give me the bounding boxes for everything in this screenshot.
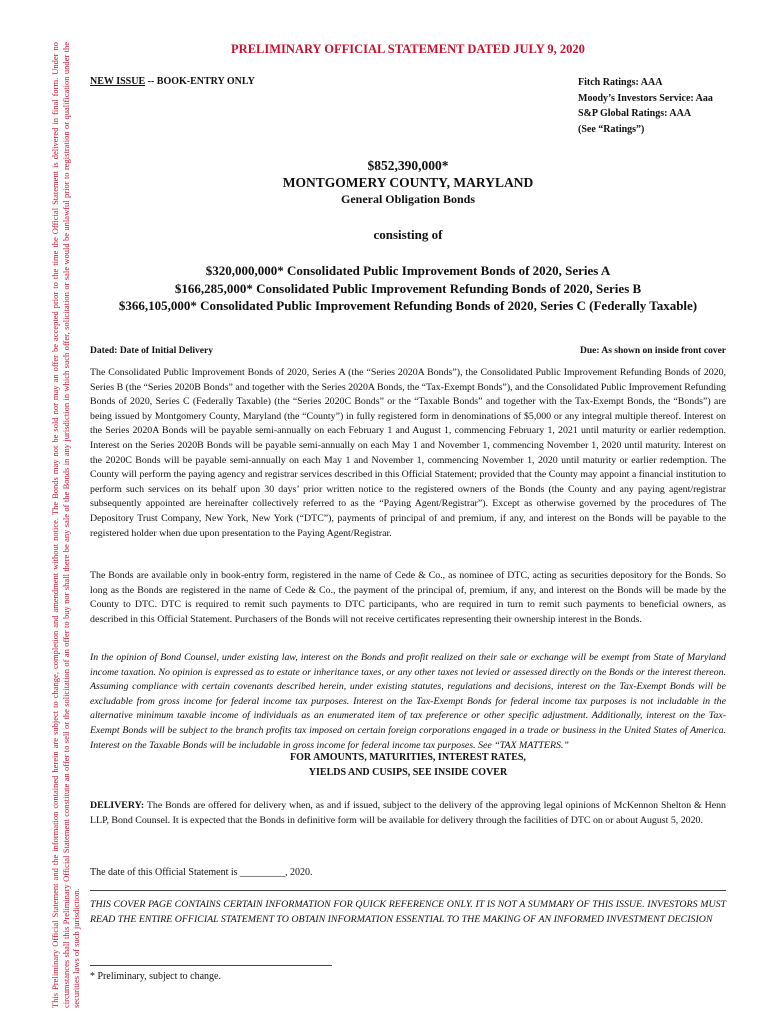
due-line: Due: As shown on inside front cover [579,346,726,356]
bond-type: General Obligation Bonds [340,192,476,206]
amounts-heading-line-2: YIELDS AND CUSIPS, SEE INSIDE COVER [308,767,508,778]
dated-line: Dated: Date of Initial Delivery [90,346,213,356]
delivery-paragraph [90,799,726,828]
cover-page [90,0,726,1024]
rating-reference: (See “Ratings”) [578,123,645,135]
delivery-text: The Bonds are offered for delivery when, as and if issued, subject to the delivery of the approving legal opinions of McKennon Shelton & Henn LLP, Bond Counsel. It is expected that the Bonds in definitive form will be available for delivery through the facilities of DTC on or about August 5, 2020. [90,800,726,826]
inside-cover-reference [90,750,726,780]
preliminary-disclaimer-sidebar [50,42,81,1008]
total-amount: $852,390,000* [367,158,449,173]
rating-moodys: Moody’s Investors Service: Aaa [578,92,713,104]
footnote-rule [90,965,332,966]
rating-sp: S&P Global Ratings: AAA [578,108,692,119]
series-b: $166,285,000* Consolidated Public Improvement Refunding Bonds of 2020, Series B [174,280,642,296]
footnote: * Preliminary, subject to change. [90,971,221,982]
statement-date-line: The date of this Official Statement is _________, 2020. [90,867,313,878]
sidebar-notice-text: This Preliminary Official Statement and the information contained herein are subject to change, completion and amendment without notice. The Bonds may not be sold nor may an offer be accepted prior to the time the Official Statement is delivered in final form. Under no circumstances shall this Preliminary Official Statement constitute an offer to sell or the solicitation of an offer to buy nor shall there be any sale of the Bonds in any jurisdiction in which such offer, solicitation or sale would be unlawful prior to registration or qualification under the securities laws of such jurisdiction. [50,42,81,1008]
new-issue-label: NEW ISSUE [90,76,146,87]
title-block [90,158,726,208]
book-entry-paragraph: The Bonds are available only in book-entry form, registered in the name of Cede & Co., as nominee of DTC, acting as securities depository for the Bonds. So long as the Bonds are registered in the name of Cede & Co., the payment of the principal of, premium, if any, and interest on the Bonds will be made by the County to DTC. DTC is required to remit such payments to DTC participants, who are required in turn to remit such payments to beneficial owners, as described in this Official Statement. Purchasers of the Bonds will not receive certificates representing their ownership interest in the Bonds. [90,570,726,625]
rating-fitch: Fitch Ratings: AAA [578,77,663,88]
series-list [90,262,726,315]
divider-rule [90,890,726,891]
issue-type [90,75,255,90]
consisting-of: consisting of [373,227,443,242]
tax-opinion-paragraph: In the opinion of Bond Counsel, under existing law, interest on the Bonds and profit realized on their sale or exchange will be exempt from State of Maryland income taxation. No opinion is expressed as to estate or inheritance taxes, or any other taxes not levied or assessed directly on the Bonds or the interest thereon. Assuming compliance with certain covenants described herein, under existing statutes, regulations and decisions, interest on the Tax-Exempt Bonds will be excludable from gross income for federal income tax purposes. Interest on the Tax-Exempt Bonds for federal income tax purposes is not includable in the alternative minimum taxable income of individuals as an enumerated item of tax preference or other specific adjustment. Additionally, interest on the Tax-Exempt Bonds will be subject to the branch profits tax imposed on certain foreign corporations engaged in a trade or business in the United States of America. Interest on the Taxable Bonds will be includable in gross income for federal income tax purposes. See “TAX MATTERS.” [90,652,726,751]
series-a: $320,000,000* Consolidated Public Improvement Bonds of 2020, Series A [205,263,611,278]
book-entry-label: -- BOOK-ENTRY ONLY [145,76,255,87]
cover-page-notice: THIS COVER PAGE CONTAINS CERTAIN INFORMATION FOR QUICK REFERENCE ONLY. IT IS NOT A SUMMARY OF THIS ISSUE. INVESTORS MUST READ THE ENTIRE OFFICIAL STATEMENT TO OBTAIN INFORMATION ESSENTIAL TO THE MAKING OF AN INFORMED INVESTMENT DECISION [90,899,726,925]
delivery-label: DELIVERY: [90,800,145,811]
amounts-heading-line-1: FOR AMOUNTS, MATURITIES, INTEREST RATES, [290,752,526,763]
preliminary-heading: PRELIMINARY OFFICIAL STATEMENT DATED JULY 9, 2020 [231,42,585,56]
bond-description-paragraph: The Consolidated Public Improvement Bonds of 2020, Series A (the “Series 2020A Bonds”), the Consolidated Public Improvement Refunding Bonds of 2020, Series B (the “Series 2020B Bonds” and together with the Series 2020A Bonds, the “Tax-Exempt Bonds”), and the Consolidated Public Improvement Refunding Bonds of 2020, Series C (Federally Taxable) (the “Series 2020C Bonds” or the “Taxable Bonds” and together with the Tax-Exempt Bonds, the “Bonds”) are being issued by Montgomery County, Maryland (the “County”) in fully registered form in denominations of $5,000 or any integral multiple thereof. Interest on the Series 2020A Bonds will be payable semi-annually on each February 1 and August 1, commencing February 1, 2021 until maturity or earlier redemption. Interest on the Series 2020B Bonds will be payable semi-annually on each May 1 and November 1, commencing November 1, 2020 until maturity. Interest on the 2020C Bonds will be payable semi-annually on each May 1 and November 1, commencing November 1, 2020 until maturity or earlier redemption. The County will perform the paying agency and registrar services described in this Official Statement; provided that the County may appoint a financial institution to perform such services on its behalf upon 30 days’ prior written notice to the registered owners of the Bonds (the County and any paying agent/registrar subsequently appointed are hereinafter collectively referred to as the “Paying Agent/Registrar”). Except as otherwise governed by the procedures of The Depository Trust Company, New York, New York (“DTC”), payments of principal of and premium, if any, and interest on the Bonds will be payable to the registered holder when due upon presentation to the Paying Agent/Registrar. [90,367,726,539]
issuer-name: MONTGOMERY COUNTY, MARYLAND [282,175,534,190]
series-c: $366,105,000* Consolidated Public Improvement Refunding Bonds of 2020, Series C (Federally Taxable) [118,298,698,313]
ratings-block [578,75,713,137]
